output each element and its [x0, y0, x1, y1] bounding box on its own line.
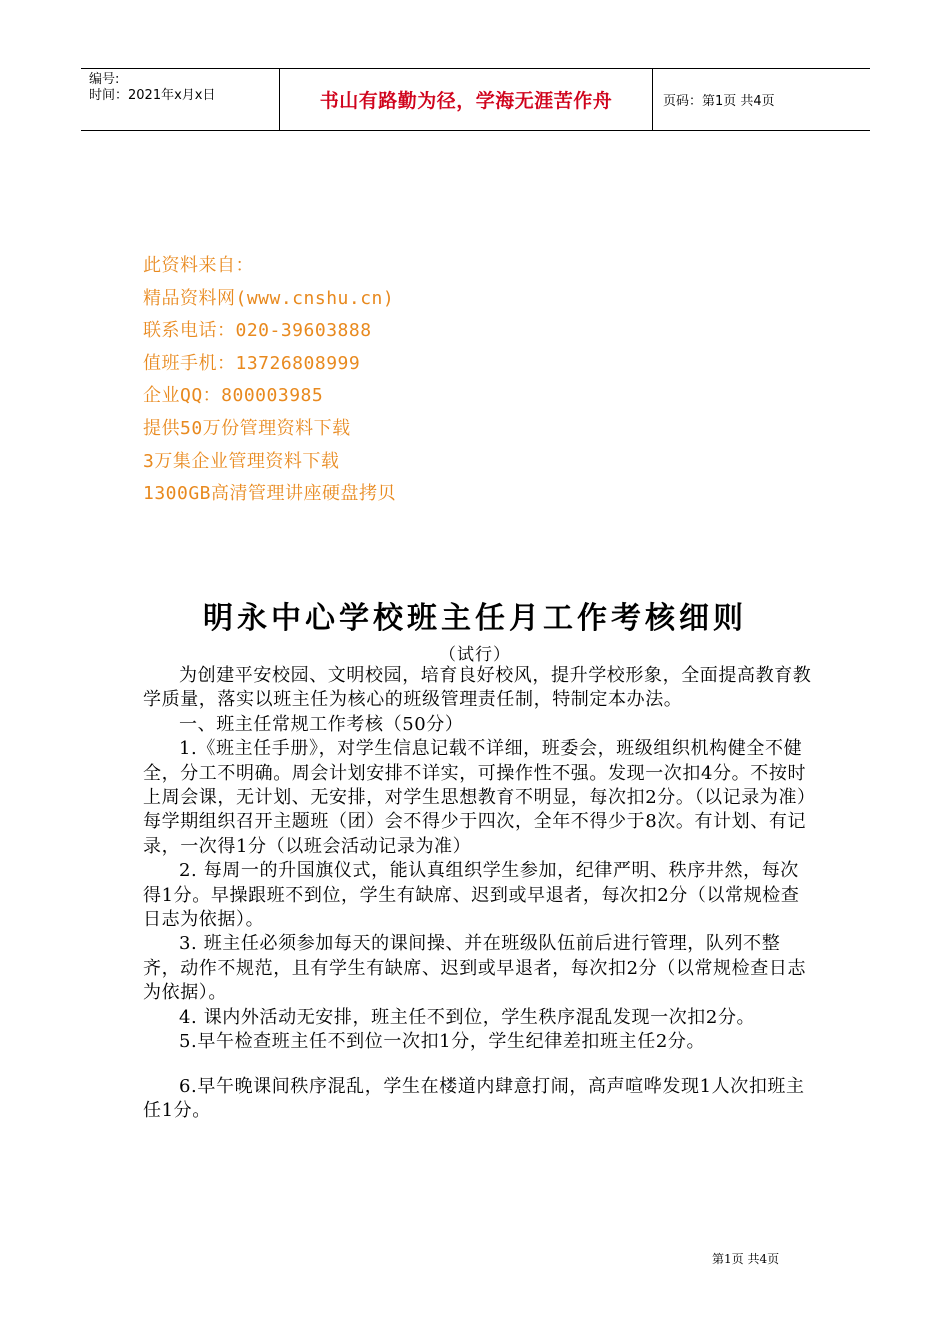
document-title: 明永中心学校班主任月工作考核细则	[203, 601, 747, 636]
header-page-label: 页码：第1页 共4页	[663, 94, 775, 109]
header-motto: 书山有路勤为径，学海无涯苦作舟	[280, 69, 653, 130]
paragraph: 2. 每周一的升国旗仪式，能认真组织学生参加，纪律严明、秩序井然，每次得1分。早操跟班不到位，学生有缺席、迟到或早退者，每次扣2分（以常规检查日志为依据）。	[143, 860, 800, 931]
paragraph: 1.《班主任手册》，对学生信息记载不详细，班委会，班级组织机构健全不健全，分工不明确。周会计划安排不详实，可操作性不强。发现一次扣4分。不按时上周会课，无计划、无安排，对学生思想教育不明显，每次扣2分。（以记录为准）每学期组织召开主题班（团）会不得少于四次，全年不得少于8次。有计划、有记录，一次得1分（以班会活动记录为准）	[143, 738, 807, 857]
page-footer: 第1页 共4页	[712, 1252, 780, 1266]
number-label: 编号:	[89, 72, 120, 87]
paragraph: 4. 课内外活动无安排，班主任不到位，学生秩序混乱发现一次扣2分。	[179, 1006, 756, 1028]
section-heading: 一、班主任常规工作考核（50分）	[179, 713, 464, 735]
promo-block	[143, 250, 396, 511]
time-label: 时间：2021年x月x日	[89, 88, 216, 103]
promo-line: 值班手机：13726808999	[143, 352, 361, 374]
document-body	[143, 664, 815, 1123]
paragraph: 3. 班主任必须参加每天的课间操、并在班级队伍前后进行管理，队列不整齐，动作不规范，且有学生有缺席、迟到或早退者，每次扣2分（以常规检查日志为依据）。	[143, 933, 807, 1004]
page-header	[81, 68, 870, 131]
promo-line: 提供50万份管理资料下载	[143, 417, 351, 439]
promo-line: 联系电话：020-39603888	[143, 320, 372, 342]
promo-line: 3万集企业管理资料下载	[143, 450, 340, 472]
header-meta	[81, 69, 280, 130]
paragraph: 5.早午检查班主任不到位一次扣1分，学生纪律差扣班主任2分。	[179, 1031, 706, 1053]
promo-line: 此资料来自：	[143, 255, 254, 276]
paragraph: 6.早午晚课间秩序混乱，学生在楼道内肆意打闹，高声喧哗发现1人次扣班主任1分。	[143, 1075, 805, 1121]
paragraph: 为创建平安校园、文明校园，培育良好校风，提升学校形象，全面提高教育教学质量，落实以班主任为核心的班级管理责任制，特制定本办法。	[143, 665, 812, 711]
promo-line: 1300GB高清管理讲座硬盘拷贝	[143, 483, 397, 505]
promo-line: 企业QQ：800003985	[143, 385, 324, 407]
promo-line: 精品资料网(www.cnshu.cn)	[143, 287, 395, 309]
document-subtitle: （试行）	[439, 645, 511, 665]
